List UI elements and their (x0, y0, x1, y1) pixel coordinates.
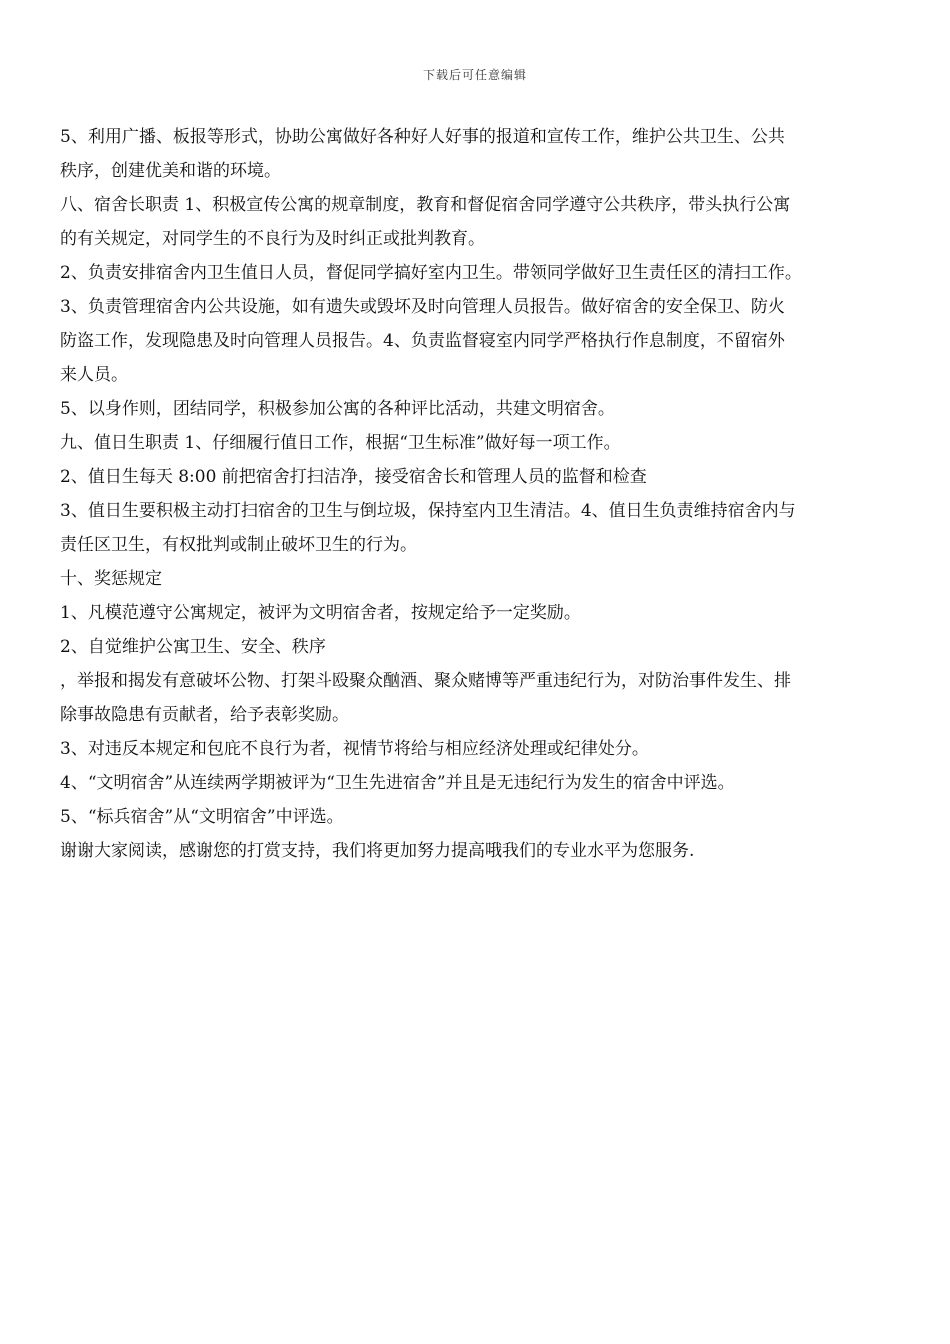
text-line: 4、“文明宿舍”从连续两学期被评为“卫生先进宿舍”并且是无违纪行为发生的宿舍中评选。 (60, 773, 735, 793)
text-line: 5、以身作则，团结同学，积极参加公寓的各种评比活动，共建文明宿舍。 (60, 399, 615, 419)
page-header: 下载后可任意编辑 (422, 68, 527, 82)
text-line: 3、负责管理宿舍内公共设施，如有遗失或毁坏及时向管理人员报告。做好宿舍的安全保卫、防火 (60, 297, 785, 317)
text-line: 5、利用广播、板报等形式，协助公寓做好各种好人好事的报道和宣传工作，维护公共卫生、公共 (60, 127, 785, 147)
text-line: 5、“标兵宿舍”从“文明宿舍”中评选。 (60, 807, 344, 827)
text-line: 责任区卫生，有权批判或制止破坏卫生的行为。 (60, 535, 417, 555)
text-line: 来人员。 (60, 365, 128, 385)
text-line: 防盗工作，发现隐患及时向管理人员报告。4、负责监督寝室内同学严格执行作息制度，不留宿外 (60, 331, 785, 351)
text-line: 2、值日生每天 8:00 前把宿舍打扫洁净，接受宿舍长和管理人员的监督和检查 (60, 467, 647, 487)
text-line: 的有关规定，对同学生的不良行为及时纠正或批判教育。 (60, 229, 485, 249)
text-line: 1、凡模范遵守公寓规定，被评为文明宿舍者，按规定给予一定奖励。 (60, 603, 581, 623)
text-line: 3、对违反本规定和包庇不良行为者，视情节将给与相应经济处理或纪律处分。 (60, 739, 649, 759)
document-body (60, 120, 890, 868)
text-line: 秩序，创建优美和谐的环境。 (60, 161, 281, 181)
text-line: 谢谢大家阅读，感谢您的打赏支持，我们将更加努力提高哦我们的专业水平为您服务. (60, 841, 695, 861)
text-line: 十、奖惩规定 (60, 569, 162, 589)
text-line: 2、负责安排宿舍内卫生值日人员，督促同学搞好室内卫生。带领同学做好卫生责任区的清扫工作。 (60, 263, 802, 283)
text-line: ，举报和揭发有意破坏公物、打架斗殴聚众酗酒、聚众赌博等严重违纪行为，对防治事件发生、排 (60, 671, 791, 691)
text-line: 八、宿舍长职责 1、积极宣传公寓的规章制度，教育和督促宿舍同学遵守公共秩序，带头执行公寓 (60, 195, 791, 215)
text-line: 3、值日生要积极主动打扫宿舍的卫生与倒垃圾，保持室内卫生清洁。4、值日生负责维持宿舍内与 (60, 501, 796, 521)
text-line: 除事故隐患有贡献者，给予表彰奖励。 (60, 705, 349, 725)
text-line: 九、值日生职责 1、仔细履行值日工作，根据“卫生标准”做好每一项工作。 (60, 433, 621, 453)
text-line: 2、自觉维护公寓卫生、安全、秩序 (60, 637, 326, 657)
